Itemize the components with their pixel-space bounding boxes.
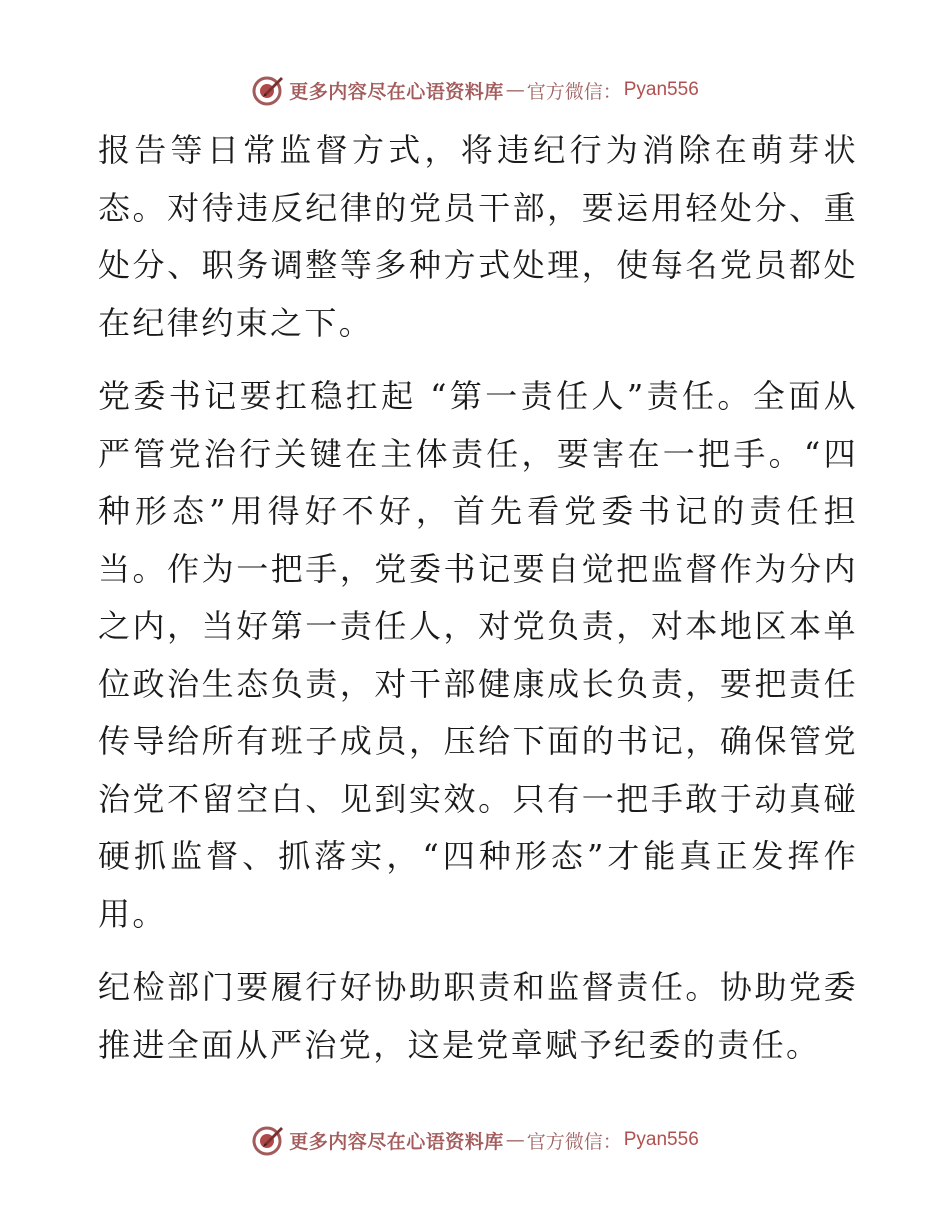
header-wechat-label: 官方微信： <box>526 80 622 103</box>
header-wechat-id: Pyan556 <box>623 79 699 100</box>
pen-logo-icon <box>251 1123 285 1157</box>
paragraph-1: 报告等日常监督方式，将违纪行为消除在萌芽状态。对待违反纪律的党员干部，要运用轻处分、重处分、职务调整等多种方式处理，使每名党员都处在纪律约束之下。 <box>98 131 858 342</box>
footer-wechat-label: 官方微信： <box>526 1130 622 1153</box>
header-dash: — <box>505 79 525 101</box>
footer-brand-text: 更多内容尽在心语资料库 <box>289 1130 504 1153</box>
document-body <box>98 122 858 1074</box>
paragraph-3: 纪检部门要履行好协助职责和监督责任。协助党委推进全面从严治党，这是党章赋予纪委的责任。 <box>98 968 858 1064</box>
pen-logo-icon <box>251 73 285 107</box>
footer-banner <box>0 1120 950 1160</box>
paragraph-2: 党委书记要扛稳扛起 “第一责任人”责任。全面从严管党治行关键在主体责任，要害在一把手。“四种形态”用得好不好，首先看党委书记的责任担当。作为一把手，党委书记要自觉把监督作为分内之内，当好第一责任人，对党负责，对本地区本单位政治生态负责，对干部健康成长负责，要把责任传导给所有班子成员，压给下面的书记，确保管党治党不留空白、见到实效。只有一把手敢于动真碰硬抓监督、抓落实，“四种形态”才能真正发挥作用。 <box>98 377 858 933</box>
footer-dash: — <box>505 1129 525 1151</box>
header-brand-text: 更多内容尽在心语资料库 <box>289 80 504 103</box>
header-banner <box>0 70 950 110</box>
footer-wechat-id: Pyan556 <box>623 1129 699 1150</box>
